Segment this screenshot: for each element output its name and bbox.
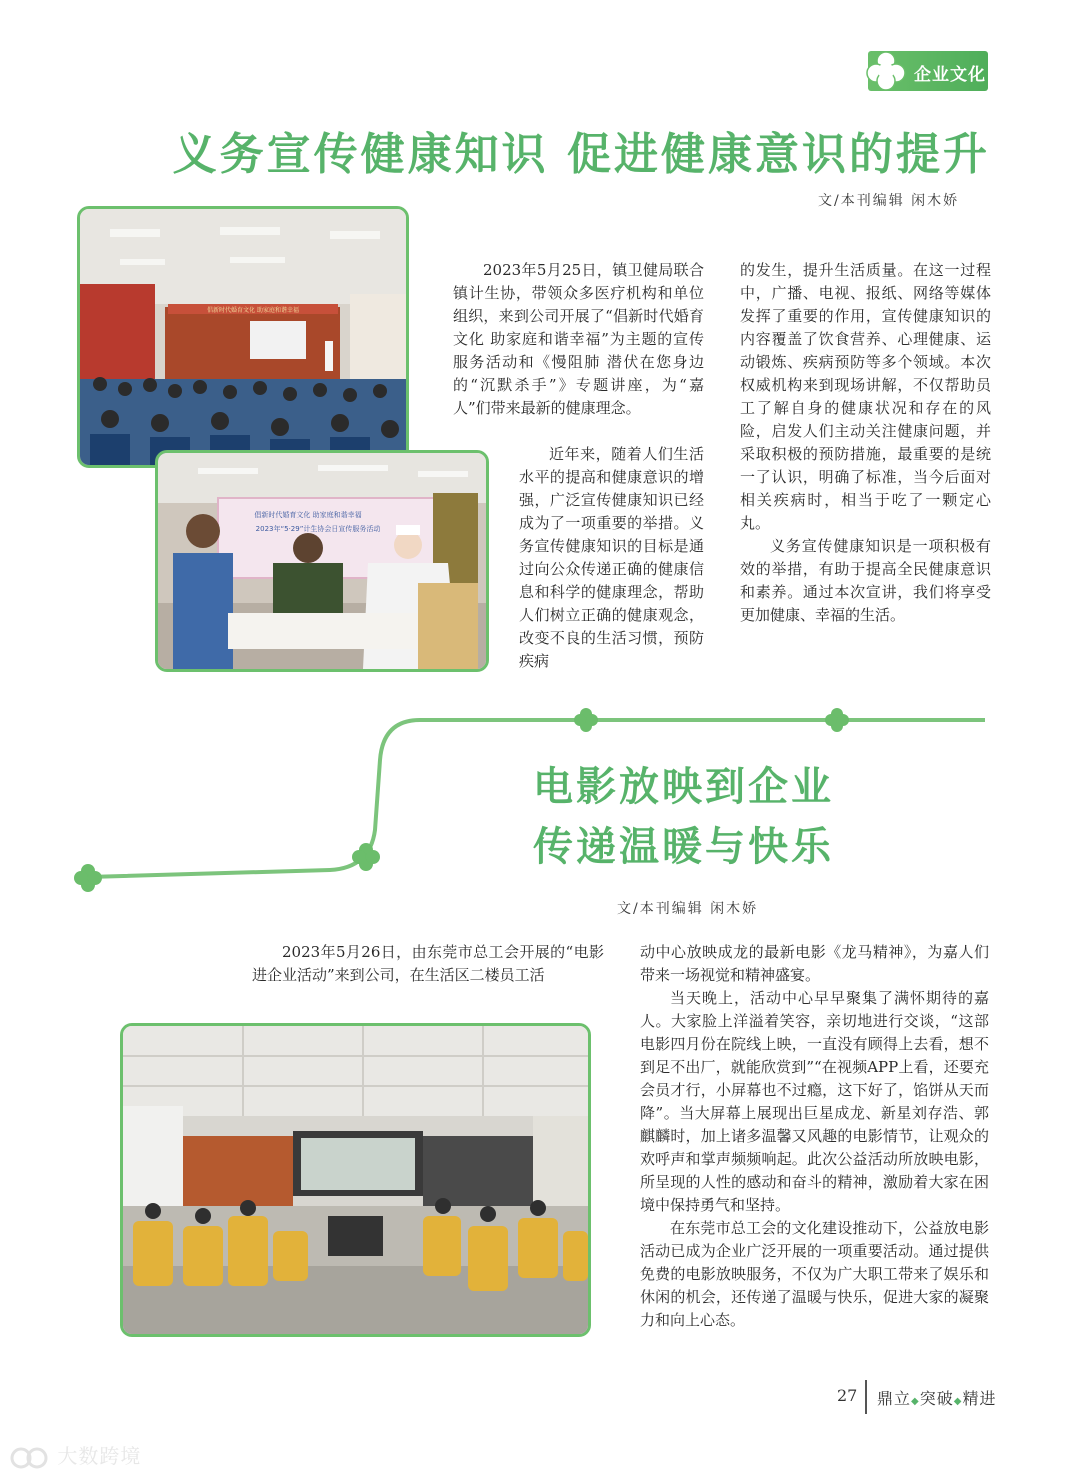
article1-column2 <box>740 259 991 627</box>
article1-column1 <box>453 259 704 420</box>
motto-word: 鼎立 <box>877 1389 912 1408</box>
article2-column1 <box>252 941 604 987</box>
watermark <box>10 1440 141 1471</box>
article1-column1-continued <box>519 443 704 673</box>
article2-column2 <box>640 941 989 1332</box>
service-banner-line2: 2023年“5·29”计生协会日宣传服务活动 <box>255 525 381 533</box>
article2-col2-paragraph2: 当天晚上，活动中心早早聚集了满怀期待的嘉人。大家脸上洋溢着笑容，亲切地进行交谈，“这部电影四月份在院线上映，一直没有顾得上去看，想不到足不出厂，就能欣赏到”“在视频APP上看，还要充会员才行，小屏幕也不过瘾，这下好了，馅饼从天而降”。当大屏幕上展现出巨星成龙、新星刘存浩、郭麒麟时，加上诸多温馨又风趣的电影情节，让观众的欢呼声和掌声频频响起。此次公益活动所放映电影，所呈现的人性的感动和奋斗的精神，激励着大家在困境中保持勇气和坚持。 <box>640 989 989 1214</box>
article1-title: 义务宣传健康知识 促进健康意识的提升 <box>172 129 990 180</box>
clover-icon <box>74 864 102 892</box>
article2-title-line2: 传递温暖与快乐 <box>533 823 834 870</box>
watermark-text: 大数跨境 <box>57 1444 142 1468</box>
article2-col2-paragraph3: 在东莞市总工会的文化建设推动下，公益放电影活动已成为企业广泛开展的一项重要活动。通过提供免费的电影放映服务，不仅为广大职工带来了娱乐和休闲的机会，还传递了温暖与快乐，促进大家的凝聚力和向上心态。 <box>640 1219 989 1329</box>
lecture-scene-illustration <box>80 209 406 465</box>
movie-photo <box>120 1023 591 1337</box>
article2-col2-paragraph1: 动中心放映成龙的最新电影《龙马精神》，为嘉人们带来一场视觉和精神盛宴。 <box>640 943 989 984</box>
article2-byline: 文/本刊编辑 闲木娇 <box>617 901 759 917</box>
section-tag <box>868 51 988 91</box>
article2-title-line1: 电影放映到企业 <box>533 763 834 810</box>
article1-col2-paragraph1: 的发生，提升生活质量。在这一过程中，广播、电视、报纸、网络等媒体发挥了重要的作用，宣传健康知识的内容覆盖了饮食营养、心理健康、运动锻炼、疾病预防等多个领域。本次权威机构来到现场讲解，不仅帮助员工了解自身的健康状况和存在的风险，启发人们主动关注健康问题，并采取积极的预防措施，最重要的是统一了认识，明确了标准，当今后面对相关疾病时，相当于吃了一颗定心丸。 <box>740 261 991 532</box>
clover-icon <box>825 708 849 732</box>
clover-icon <box>864 51 908 91</box>
service-photo <box>155 450 489 672</box>
movie-scene-illustration <box>123 1026 588 1334</box>
footer-divider <box>865 1380 867 1414</box>
motto-dot-icon: ◆ <box>911 1396 920 1407</box>
article1-col2-paragraph2: 义务宣传健康知识是一项积极有效的举措，有助于提高全民健康意识和素养。通过本次宣讲，我们将享受更加健康、幸福的生活。 <box>740 537 991 624</box>
motto-word: 突破 <box>919 1389 954 1408</box>
motto-word: 精进 <box>962 1389 997 1408</box>
clover-icon <box>352 843 380 871</box>
clover-icon <box>574 708 598 732</box>
article1-col1-paragraph1: 2023年5月25日，镇卫健局联合镇计生协，带领众多医疗机构和单位组织，来到公司开展了“倡新时代婚育文化 助家庭和谐幸福”为主题的宣传服务活动和《慢阻肺 潜伏在您身边的“沉默杀手”》专题讲座，为“嘉人”们带来最新的健康理念。 <box>453 261 704 417</box>
article2-col1-paragraph1: 2023年5月26日，由东莞市总工会开展的“电影进企业活动”来到公司，在生活区二楼员工活 <box>252 943 604 984</box>
section-tag-label: 企业文化 <box>914 65 986 85</box>
lecture-photo <box>77 206 409 468</box>
lecture-banner-text: 倡新时代婚育文化 助家庭和谐幸福 <box>207 307 299 314</box>
article1-col1-paragraph2: 近年来，随着人们生活水平的提高和健康意识的增强，广泛宣传健康知识已经成为了一项重要的举措。义务宣传健康知识的目标是通过向公众传递正确的健康信息和科学的健康理念，帮助人们树立正确的健康观念，改变不良的生活习惯，预防疾病 <box>519 445 704 670</box>
article1-byline: 文/本刊编辑 闲木娇 <box>818 193 960 209</box>
page-number: 27 <box>837 1386 858 1405</box>
service-scene-illustration <box>158 453 486 669</box>
motto-dot-icon: ◆ <box>953 1396 963 1407</box>
service-banner-line1: 倡新时代婚育文化 助家庭和谐幸福 <box>254 511 362 519</box>
watermark-logo-icon <box>10 1445 50 1471</box>
footer-motto <box>877 1386 996 1409</box>
